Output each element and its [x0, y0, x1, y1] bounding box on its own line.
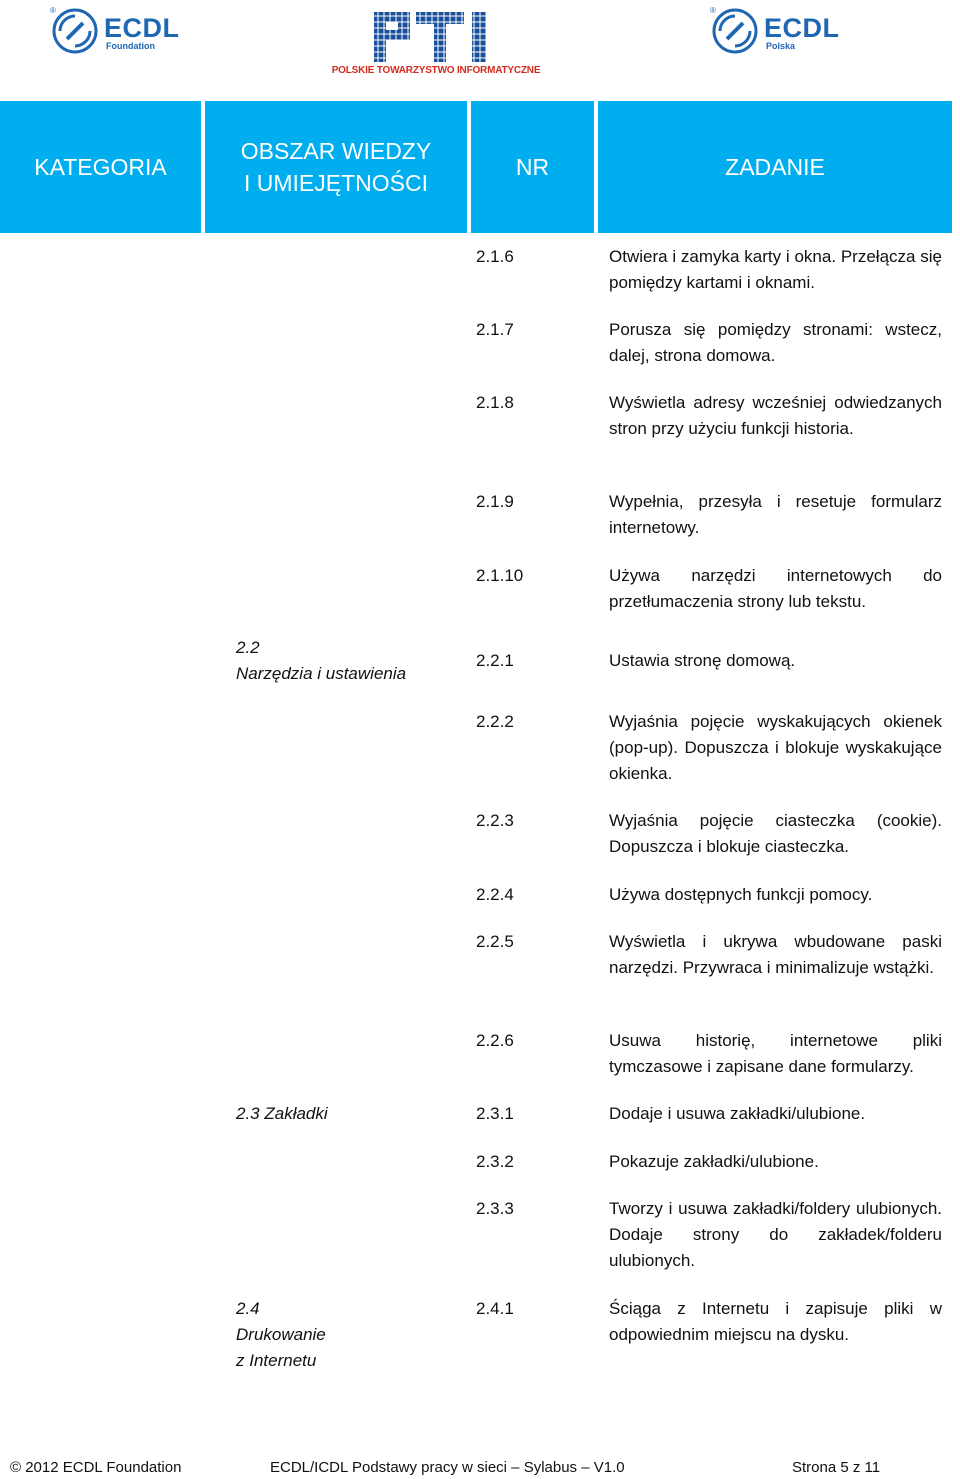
ecdl-logo-word: ECDL — [764, 13, 840, 43]
area-2-3-name: 2.3 Zakładki — [236, 1104, 328, 1123]
header-obszar-line1: OBSZAR WIEDZY — [240, 138, 432, 164]
task-number: 2.1.6 — [476, 247, 514, 266]
task-description: Porusza się pomiędzy stronami: wstecz, dalej, strona domowa. — [609, 320, 942, 365]
pti-logo — [320, 8, 552, 78]
task-number: 2.1.7 — [476, 320, 514, 339]
task-description: Dodaje i usuwa zakładki/ulubione. — [609, 1104, 866, 1123]
footer-copyright: © 2012 ECDL Foundation — [10, 1459, 182, 1476]
task-description: Otwiera i zamyka karty i okna. Przełącza się pomiędzy kartami i oknami. — [609, 247, 942, 292]
task-description: Usuwa historię, internetowe pliki tymczasowe i zapisane dane formularzy. — [609, 1031, 942, 1076]
globe-icon — [712, 8, 758, 54]
task-number: 2.2.5 — [476, 932, 514, 951]
ecdl-logo-subtitle: Foundation — [106, 41, 155, 51]
header-kategoria — [0, 101, 201, 233]
area-2-4-line3: z Internetu — [236, 1351, 317, 1370]
task-description: Wyświetla adresy wcześniej odwiedzanych stron przy użyciu funkcji historia. — [609, 393, 942, 438]
footer-document-title: ECDL/ICDL Podstawy pracy w sieci – Sylabus – V1.0 — [270, 1459, 625, 1476]
area-2-4-line2: Drukowanie — [236, 1325, 326, 1344]
task-description: Używa narzędzi internetowych do przetłumaczenia strony lub tekstu. — [609, 566, 942, 611]
task-number: 2.3.1 — [476, 1104, 514, 1123]
area-2-4-number: 2.4 — [236, 1299, 260, 1318]
ecdl-foundation-logo — [52, 8, 202, 56]
pti-logo-subtitle: POLSKIE TOWARZYSTWO INFORMATYCZNE — [331, 65, 541, 76]
task-number: 2.1.9 — [476, 492, 514, 511]
task-description: Wyświetla i ukrywa wbudowane paski narzędzi. Przywraca i minimalizuje wstążki. — [609, 932, 942, 977]
area-2-2 — [236, 635, 406, 687]
header-zadanie-label: ZADANIE — [725, 154, 825, 180]
registered-mark: ® — [50, 6, 56, 15]
ecdl-logo-word: ECDL — [104, 13, 180, 43]
task-number: 2.1.8 — [476, 393, 514, 412]
task-description: Ustawia stronę domową. — [609, 651, 796, 670]
globe-icon — [52, 8, 98, 54]
area-2-4 — [236, 1296, 326, 1374]
task-description: Pokazuje zakładki/ulubione. — [609, 1152, 819, 1171]
footer-page-number: Strona 5 z 11 — [792, 1459, 881, 1476]
task-description: Używa dostępnych funkcji pomocy. — [609, 885, 873, 904]
area-2-2-name: Narzędzia i ustawienia — [236, 664, 407, 683]
task-number: 2.3.2 — [476, 1152, 514, 1171]
task-number: 2.2.2 — [476, 712, 514, 731]
pti-mark-icon — [372, 10, 498, 64]
task-number: 2.2.4 — [476, 885, 514, 904]
header-obszar-line2: I UMIEJĘTNOŚCI — [243, 170, 428, 196]
task-number: 2.3.3 — [476, 1199, 514, 1218]
task-number: 2.1.10 — [476, 566, 524, 585]
header-kategoria-label: KATEGORIA — [34, 154, 167, 180]
header-nr — [471, 101, 594, 233]
task-description: Ściąga z Internetu i zapisuje pliki w odpowiednim miejscu na dysku. — [609, 1299, 942, 1344]
task-description: Wyjaśnia pojęcie ciasteczka (cookie). Dopuszcza i blokuje ciasteczka. — [609, 811, 942, 856]
header-obszar — [205, 101, 467, 233]
task-number: 2.2.6 — [476, 1031, 514, 1050]
ecdl-polska-logo — [712, 8, 842, 56]
task-number: 2.2.1 — [476, 651, 514, 670]
registered-mark: ® — [710, 6, 716, 15]
header-zadanie — [598, 101, 952, 233]
task-number: 2.4.1 — [476, 1299, 514, 1318]
area-2-2-number: 2.2 — [236, 638, 260, 657]
task-description: Tworzy i usuwa zakładki/foldery ulubionych. Dodaje strony do zakładek/folderu ulubionych. — [609, 1199, 942, 1270]
task-description: Wyjaśnia pojęcie wyskakujących okienek (pop-up). Dopuszcza i blokuje wyskakujące okienka. — [609, 712, 942, 783]
task-description: Wypełnia, przesyła i resetuje formularz internetowy. — [609, 492, 942, 537]
ecdl-logo-subtitle: Polska — [766, 41, 796, 51]
task-number: 2.2.3 — [476, 811, 514, 830]
header-nr-label: NR — [515, 154, 550, 180]
area-2-3 — [236, 1101, 328, 1127]
